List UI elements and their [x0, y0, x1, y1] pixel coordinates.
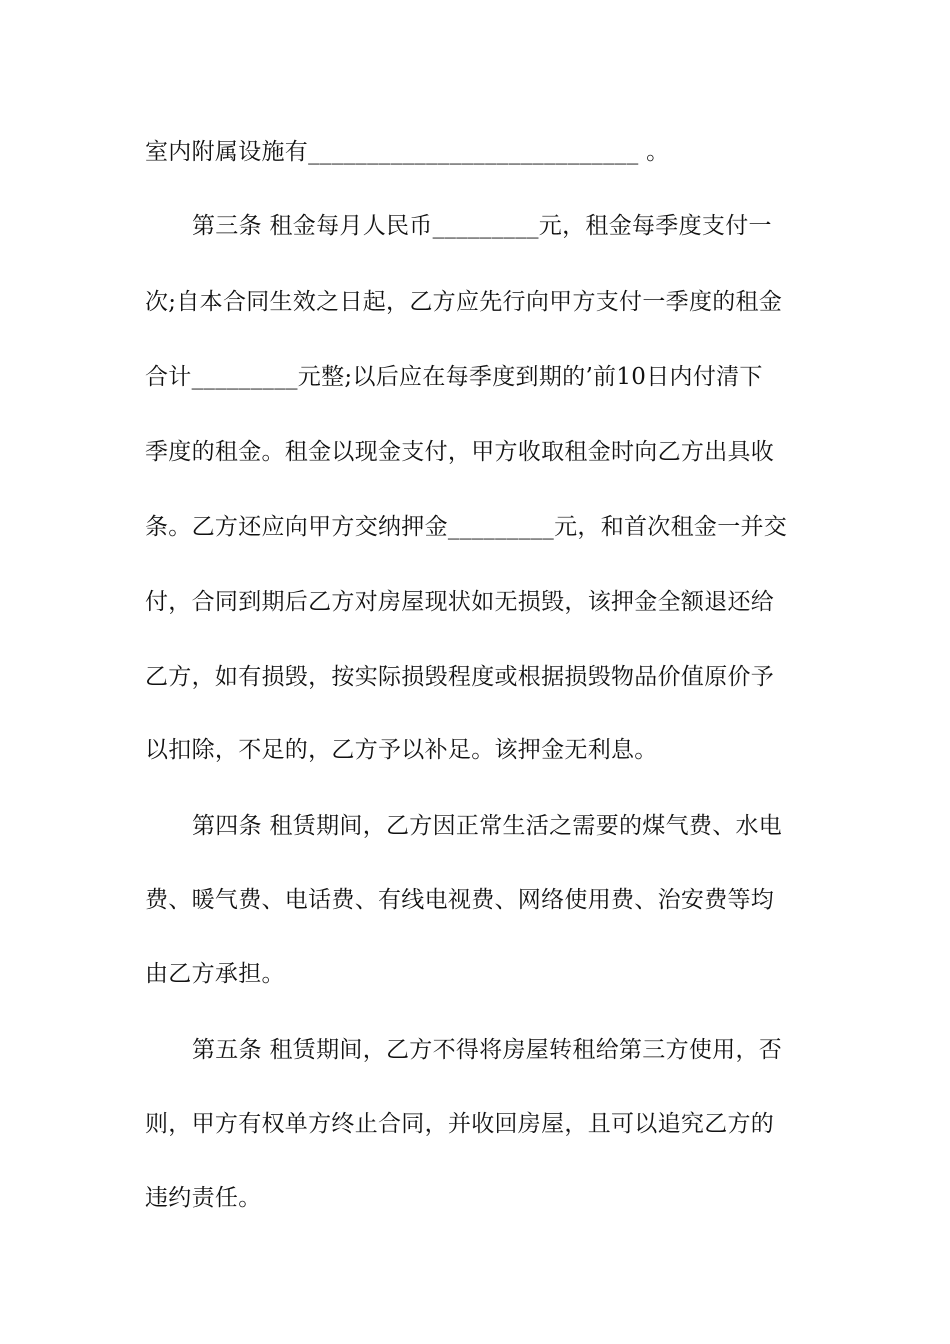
text-line-article-5-start: 第五条 租赁期间，乙方不得将房屋转租给第三方使用，否: [192, 1037, 783, 1063]
text-line: 次;自本合同生效之日起，乙方应先行向甲方支付一季度的租金: [145, 289, 783, 315]
text-line: 由乙方承担。: [145, 961, 285, 987]
text-line: 付，合同到期后乙方对房屋现状如无损毁，该押金全额退还给: [145, 589, 775, 615]
text-line: 费、暖气费、电话费、有线电视费、网络使用费、治安费等均: [145, 887, 775, 913]
text-line: 季度的租金。租金以现金支付，甲方收取租金时向乙方出具收: [145, 439, 775, 465]
text-line: 合计_________元整;以后应在每季度到期的’前10日内付清下: [145, 364, 763, 390]
text-line: 以扣除，不足的，乙方予以补足。该押金无利息。: [145, 737, 658, 763]
text-line-article-3-start: 第三条 租金每月人民币_________元，租金每季度支付一: [192, 213, 772, 239]
text-line: 则，甲方有权单方终止合同，并收回房屋，且可以追究乙方的: [145, 1111, 775, 1137]
text-line: 乙方，如有损毁，按实际损毁程度或根据损毁物品价值原价予: [145, 664, 775, 690]
text-line-article-4-start: 第四条 租赁期间，乙方因正常生活之需要的煤气费、水电: [192, 813, 783, 839]
text-line: 违约责任。: [145, 1185, 262, 1211]
text-line: 条。乙方还应向甲方交纳押金_________元，和首次租金一并交: [145, 514, 788, 540]
text-line-facilities: 室内附属设施有____________________________ 。: [145, 139, 670, 165]
